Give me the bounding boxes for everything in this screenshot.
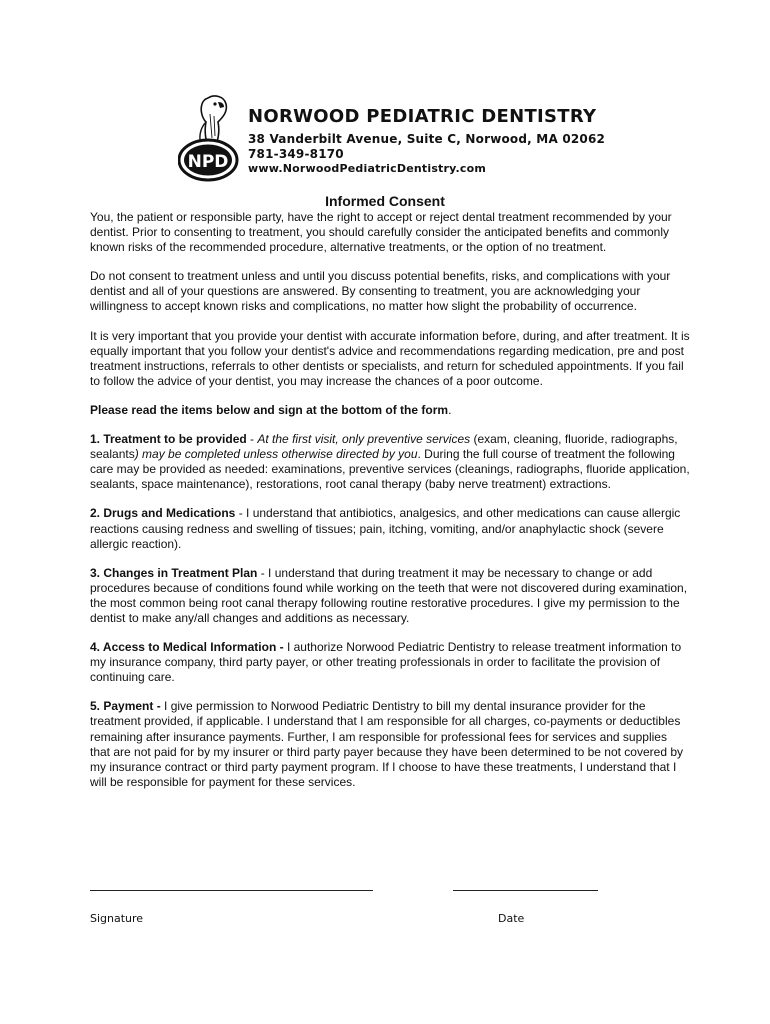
item-heading: 4. Access to Medical Information - [90, 640, 284, 655]
date-label: Date [498, 912, 525, 925]
instruction-text: Please read the items below and sign at the bottom of the form [90, 402, 449, 417]
consent-body [90, 210, 690, 804]
document-title: Informed Consent [325, 193, 445, 209]
practice-name: NORWOOD PEDIATRIC DENTISTRY [248, 106, 597, 127]
practice-website: www.NorwoodPediatricDentistry.com [248, 162, 487, 175]
item-changes: 3. Changes in Treatment Plan - I understand that during treatment it may be necessary to change or add procedures because of conditions found while working on the teeth that were not discovered during examination, the most common being root canal therapy following routine restorative procedures. I give my permission to the dentist to make any/all changes and additions as necessary. [90, 565, 688, 625]
paragraph-importance: It is very important that you provide your dentist with accurate information before, during, and after treatment. It is equally important that you follow your dentist's advice and recommendations regarding medication, pre and post treatment instructions, referrals to other dentists or specialists, and return for scheduled appointments. If you fail to follow the advice of your dentist, you may increase the chances of a poor outcome. [90, 328, 690, 388]
item-access: 4. Access to Medical Information - I authorize Norwood Pediatric Dentistry to release treatment information to my insurance company, third party payer, or other treating professionals in order to facilitate the provision of continuing care. [90, 640, 682, 685]
signature-line[interactable] [90, 890, 373, 891]
item-payment: 5. Payment - I give permission to Norwood Pediatric Dentistry to bill my dental insurance provider for the treatment provided, if applicable. I understand that I am responsible for all charges, co-payments or deductibles remaining after insurance payments. Further, I am responsible for professional fees for services and supplies that are not paid for by my insurer or third party payer because they have been determined to be not covered by my insurance contract or third party payment program. If I choose to have these treatments, I understand that I will be responsible for payment for these services. [90, 699, 684, 789]
item-heading: 2. Drugs and Medications [90, 506, 236, 521]
paragraph-consent: Do not consent to treatment unless and until you discuss potential benefits, risks, and complications with your dentist and all of your questions are answered. By consenting to treatment, you are acknowledging your willingness to accept known risks and complications, no matter how slight the probability of occurrence. [90, 269, 671, 314]
letterhead [178, 92, 618, 184]
paragraph-rights: You, the patient or responsible party, have the right to accept or reject dental treatment recommended by your dentist. Prior to consenting to treatment, you should carefully consider the anticipated benefits and commonly known risks of the recommended procedure, alternative treatments, or the option of no treatment. [90, 210, 672, 255]
item-drugs: 2. Drugs and Medications - I understand that antibiotics, analgesics, and other medications can cause allergic reactions causing redness and swelling of tissues; pain, itching, vomiting, and/or anaphylactic shock (severe allergic reaction). [90, 506, 681, 551]
item-heading: 3. Changes in Treatment Plan [90, 565, 258, 580]
instruction-period: . [448, 402, 452, 417]
item-heading: 5. Payment - [90, 699, 161, 714]
signature-label: Signature [90, 912, 144, 925]
date-line[interactable] [453, 890, 598, 891]
item-heading: 1. Treatment to be provided [90, 432, 247, 447]
item-treatment: 1. Treatment to be provided - At the first visit, only preventive services (exam, cleaning, fluoride, radiographs, sealants) may be completed unless otherwise directed by you. During the full course of treatment the following care may be provided as needed: examinations, preventive services (cleanings, radiographs, fluoride application, sealants, space maintenance), restorations, root canal therapy (baby nerve treatment) extractions. [90, 432, 690, 492]
practice-logo [178, 92, 242, 184]
practice-address: 38 Vanderbilt Avenue, Suite C, Norwood, MA 02062 [248, 132, 606, 146]
practice-phone: 781-349-8170 [248, 147, 344, 161]
svg-text:NPD: NPD [187, 152, 229, 172]
instruction-line [90, 403, 690, 418]
